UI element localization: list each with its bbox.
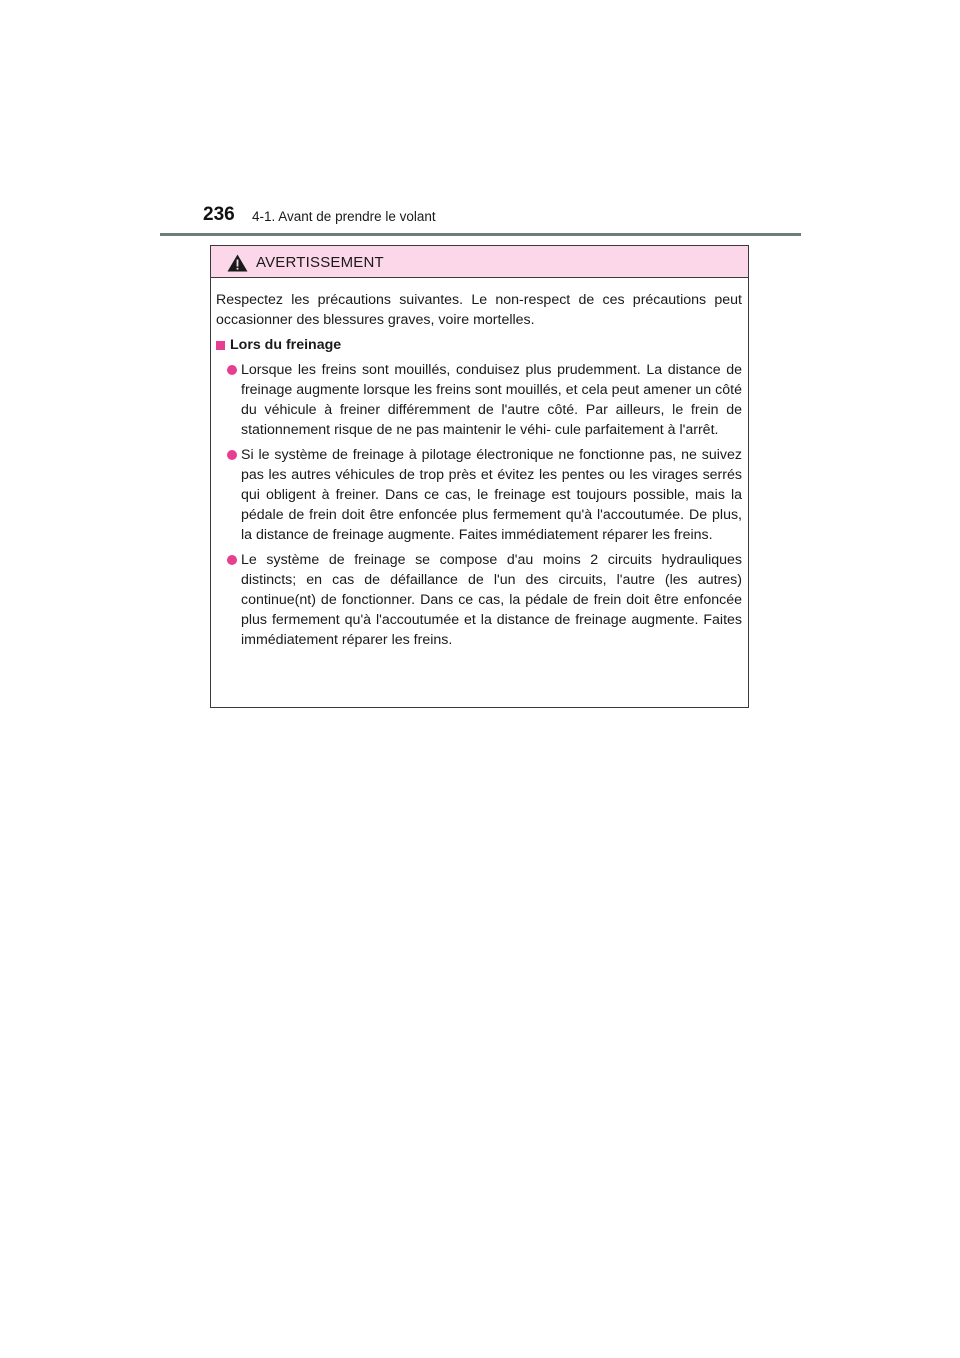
warning-intro: Respectez les précautions suivantes. Le non-respect de ces précautions peut occasionner des blessures graves, voire mortelles. [216, 292, 742, 328]
subheading-text: Lors du freinage [230, 337, 342, 353]
warning-label: AVERTISSEMENT [256, 254, 384, 271]
circle-bullet-icon [227, 450, 237, 460]
warning-subheading [216, 335, 742, 355]
warning-triangle-icon [227, 254, 248, 272]
page-header [203, 204, 803, 232]
section-title: 4-1. Avant de prendre le volant [252, 209, 436, 224]
list-item [216, 445, 742, 545]
warning-body [211, 278, 748, 650]
list-item-text: Le système de freinage se compose d'au moins 2 circuits hydrauliques distincts; en cas de défaillance de l'un des circuits, l'autre (les autres) continue(nt) de fonctionner. Dans ce cas, la pédale de frein doit être enfoncée plus fermement qu'à l'accoutumée et la distance de freinage augmente. Faites immédiatement réparer les freins. [241, 552, 742, 648]
warning-header [211, 246, 748, 278]
list-item-text: Si le système de freinage à pilotage électronique ne fonctionne pas, ne suivez pas les autres véhicules de trop près et évitez les pentes ou les virages serrés qui obligent à freiner. Dans ce cas, le freinage est toujours possible, mais la pédale de frein doit être enfoncée plus fermement qu'à l'accoutumée. De plus, la distance de freinage augmente. Faites immédiatement réparer les freins. [241, 447, 742, 543]
circle-bullet-icon [227, 365, 237, 375]
warning-list [216, 360, 742, 650]
list-item [216, 360, 742, 440]
square-bullet-icon [216, 341, 225, 350]
list-item-text: Lorsque les freins sont mouillés, conduisez plus prudemment. La distance de freinage augmente lorsque les freins sont mouillés, et cela peut amener un côté du véhicule à freiner différemment de l'autre côté. Par ailleurs, le frein de stationnement risque de ne pas maintenir le véhi- cule parfaitement à l'arrêt. [241, 362, 742, 438]
list-item [216, 550, 742, 650]
circle-bullet-icon [227, 555, 237, 565]
warning-box [210, 245, 749, 708]
page-number: 236 [203, 204, 235, 225]
header-rule [160, 233, 801, 236]
